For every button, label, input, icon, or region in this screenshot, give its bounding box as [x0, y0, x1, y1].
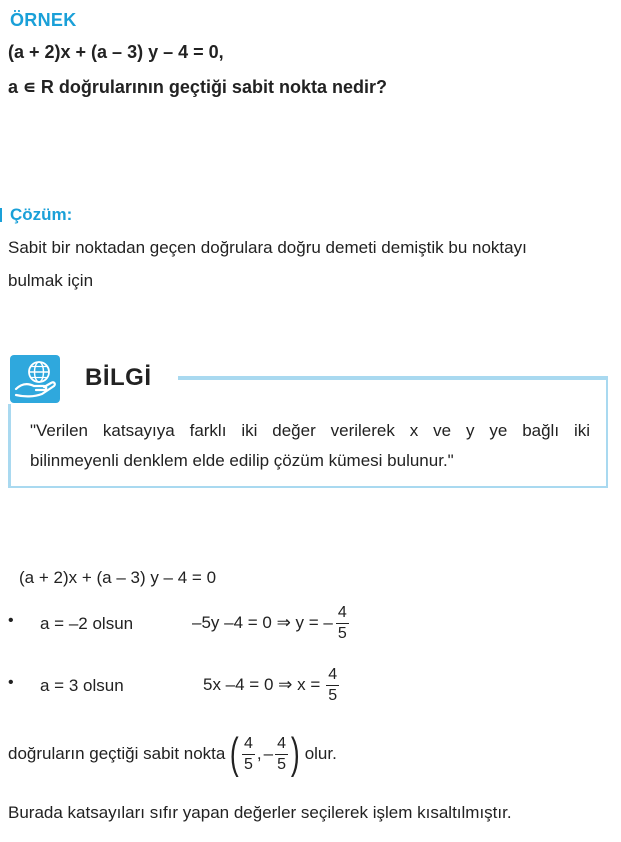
case-2-numerator: 4	[326, 665, 339, 686]
result-open-paren: (	[230, 729, 240, 778]
case-1-numerator: 4	[336, 603, 349, 624]
case-2-fraction	[326, 665, 339, 706]
result-line	[8, 728, 337, 780]
result-x-numerator: 4	[242, 734, 255, 755]
case-1-fraction	[336, 603, 349, 644]
case-2-label: a = 3 olsun	[40, 676, 124, 695]
result-comma: ,	[256, 744, 262, 763]
globe-hand-icon	[10, 355, 60, 403]
cozum-line-2: bulmak için	[8, 271, 94, 290]
cozum-title: Çözüm:	[10, 205, 73, 224]
result-y-denominator: 5	[277, 755, 287, 773]
bilgi-text-line-2: bilinmeyenli denklem elde edilip çözüm kümesi bulunur."	[30, 451, 454, 470]
case-2-denominator: 5	[328, 686, 338, 704]
result-x-denominator: 5	[244, 755, 253, 773]
case-2-expr-text: 5x –4 = 0 ⇒ x =	[203, 675, 321, 694]
result-y-fraction	[275, 734, 288, 775]
result-minus: –	[263, 744, 274, 763]
cozum-line-1: Sabit bir noktadan geçen doğrulara doğru demeti demiştik bu noktayı	[8, 238, 527, 257]
result-prefix: doğruların geçtiği sabit nokta	[8, 744, 226, 763]
bilgi-text	[30, 416, 590, 476]
closing-note: Burada katsayıları sıfır yapan değerler seçilerek işlem kısaltılmıştır.	[8, 803, 512, 822]
result-x-fraction	[242, 734, 255, 775]
case-1-expression	[192, 600, 349, 646]
case-1-label: a = –2 olsun	[40, 614, 134, 633]
solution-equation: (a + 2)x + (a – 3) y – 4 = 0	[19, 568, 217, 587]
result-y-numerator: 4	[275, 734, 288, 755]
case-2-expression	[203, 662, 339, 708]
ornek-title: ÖRNEK	[10, 10, 77, 30]
bullet-case-2: •	[8, 674, 14, 691]
bilgi-text-line-1: "Verilen katsayıya farklı iki değer verilerek x ve y ye bağlı iki	[30, 421, 590, 440]
bilgi-title: BİLGİ	[85, 364, 152, 391]
bullet-case-1: •	[8, 612, 14, 629]
result-close-paren: )	[290, 729, 300, 778]
ornek-equation: (a + 2)x + (a – 3) y – 4 = 0,	[8, 42, 224, 62]
cozum-marker	[0, 208, 2, 222]
result-suffix: olur.	[304, 744, 337, 763]
case-1-denominator: 5	[337, 624, 347, 642]
bilgi-header-line	[178, 378, 608, 380]
case-1-expr-text: –5y –4 = 0 ⇒ y = –	[192, 613, 333, 632]
ornek-question: a ∊ R doğrularının geçtiği sabit nokta nedir?	[8, 77, 387, 97]
